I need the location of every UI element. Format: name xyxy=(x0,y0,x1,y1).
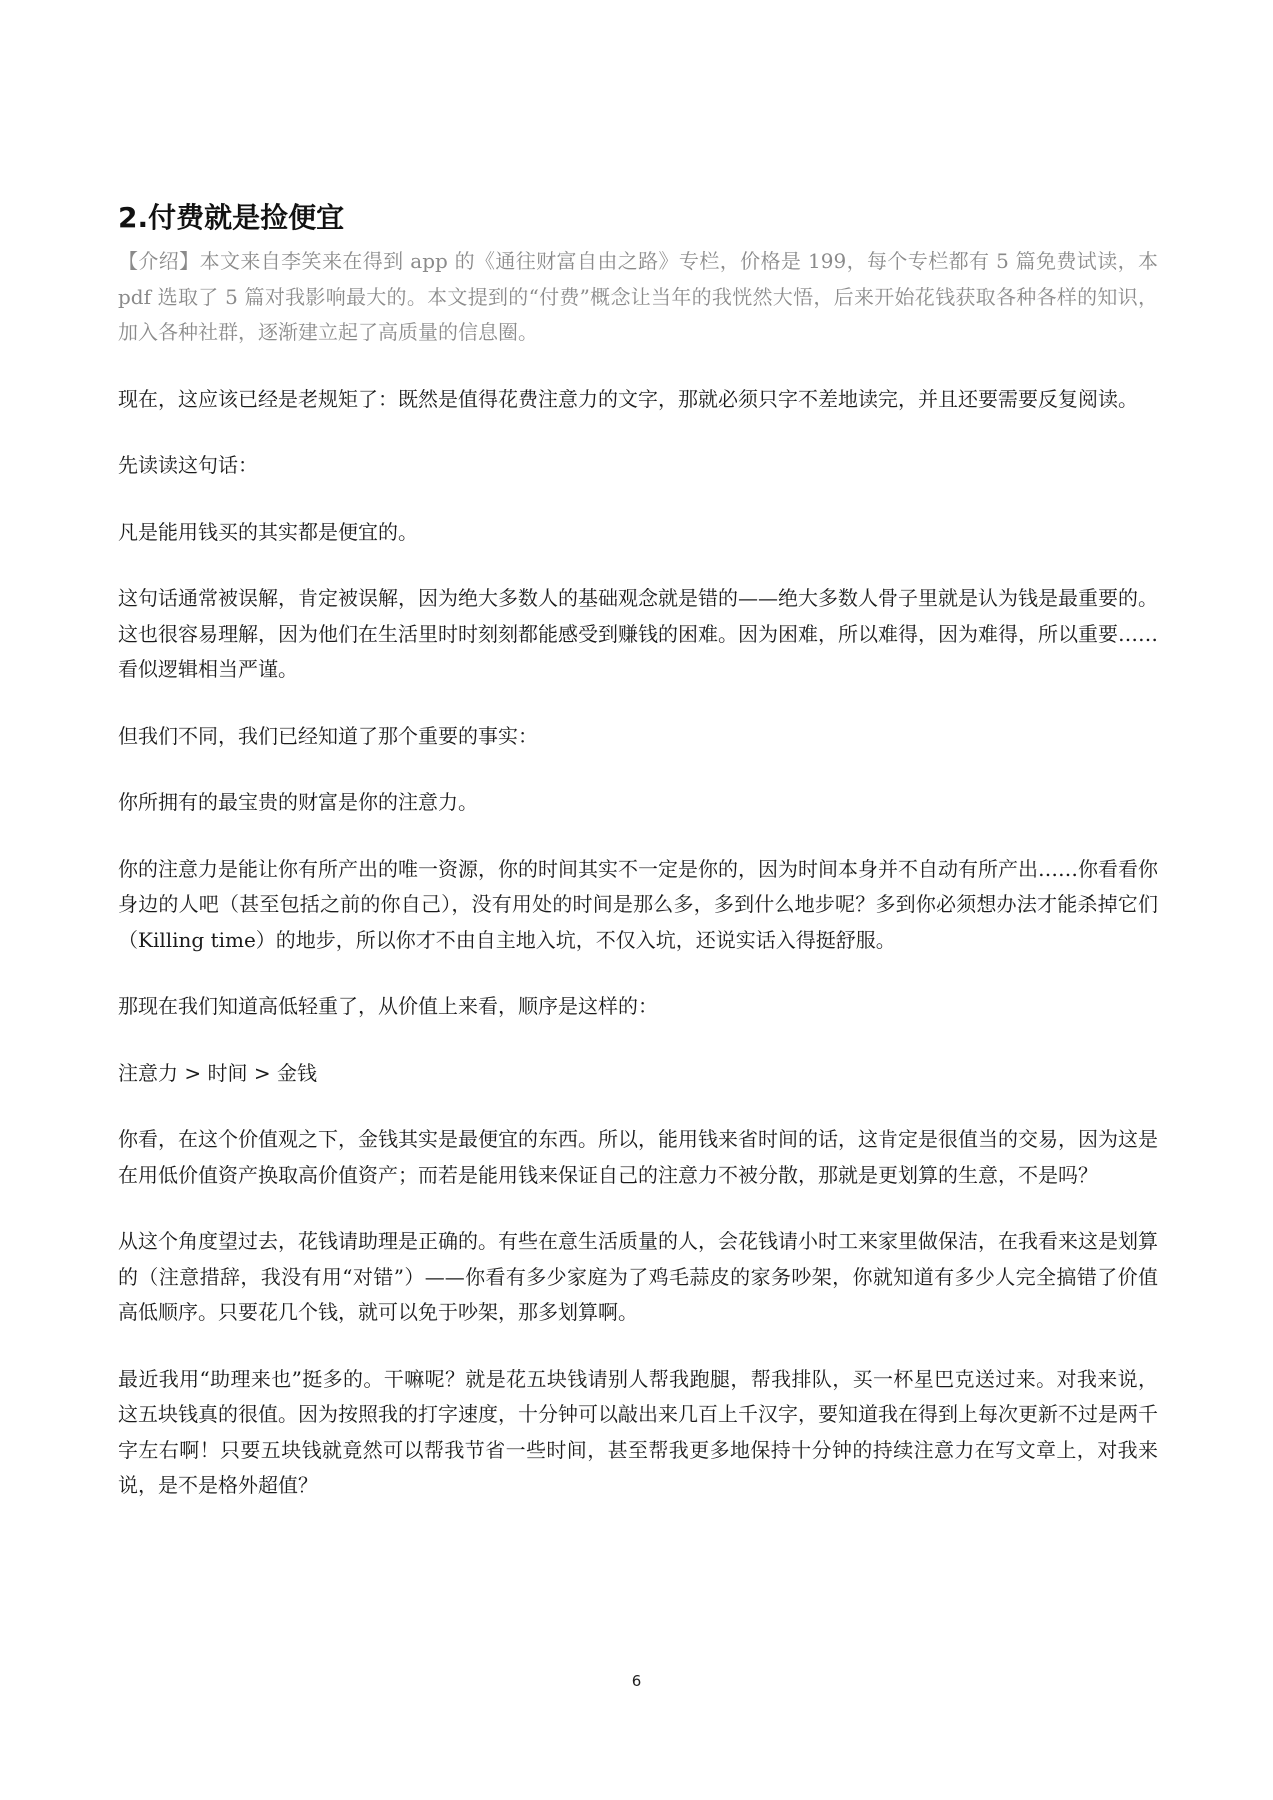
paragraph: 这句话通常被误解，肯定被误解，因为绝大多数人的基础观念就是错的——绝大多数人骨子里就是认为钱是最重要的。这也很容易理解，因为他们在生活里时时刻刻都能感受到赚钱的困难。因为困难，所以难得，因为难得，所以重要……看似逻辑相当严谨。 xyxy=(118,586,1158,681)
intro-paragraph: 【介绍】本文来自李笑来在得到 app 的《通往财富自由之路》专栏，价格是 199，每个专栏都有 5 篇免费试读，本 pdf 选取了 5 篇对我影响最大的。本文提到的“付费”概念让当年的我恍然大悟，后来开始花钱获取各种各样的知识，加入各种社群，逐渐建立起了高质量的信息圈。 xyxy=(118,249,1158,344)
paragraph: 但我们不同，我们已经知道了那个重要的事实： xyxy=(118,723,538,748)
paragraph: 你的注意力是能让你有所产出的唯一资源，你的时间其实不一定是你的，因为时间本身并不自动有所产出……你看看你身边的人吧（甚至包括之前的你自己），没有用处的时间是那么多，多到什么地步呢？多到你必须想办法才能杀掉它们（Killing time）的地步，所以你才不由自主地入坑，不仅入坑，还说实话入得挺舒服。 xyxy=(118,856,1158,952)
paragraph: 从这个角度望过去，花钱请助理是正确的。有些在意生活质量的人，会花钱请小时工来家里做保洁，在我看来这是划算的（注意措辞，我没有用“对错”）——你看有多少家庭为了鸡毛蒜皮的家务吵架，你就知道有多少人完全搞错了价值高低顺序。只要花几个钱，就可以免于吵架，那多划算啊。 xyxy=(118,1229,1158,1324)
paragraph: 凡是能用钱买的其实都是便宜的。 xyxy=(118,519,418,544)
paragraph: 你所拥有的最宝贵的财富是你的注意力。 xyxy=(118,790,478,814)
page-number: 6 xyxy=(631,1672,642,1690)
paragraph: 你看，在这个价值观之下，金钱其实是最便宜的东西。所以，能用钱来省时间的话，这肯定是很值当的交易，因为这是在用低价值资产换取高价值资产；而若是能用钱来保证自己的注意力不被分散，那就是更划算的生意，不是吗？ xyxy=(118,1127,1158,1187)
paragraph: 现在，这应该已经是老规矩了：既然是值得花费注意力的文字，那就必须只字不差地读完，并且还要需要反复阅读。 xyxy=(118,386,1138,411)
article-body xyxy=(118,198,1158,1535)
article-title: 2.付费就是捡便宜 xyxy=(118,201,345,234)
value-order-line: 注意力 > 时间 > 金钱 xyxy=(118,1060,317,1085)
paragraph: 那现在我们知道高低轻重了，从价值上来看，顺序是这样的： xyxy=(118,994,658,1018)
paragraph: 最近我用“助理来也”挺多的。干嘛呢？就是花五块钱请别人帮我跑腿，帮我排队，买一杯星巴克送过来。对我来说，这五块钱真的很值。因为按照我的打字速度，十分钟可以敲出来几百上千汉字，要知道我在得到上每次更新不过是两千字左右啊！只要五块钱就竟然可以帮我节省一些时间，甚至帮我更多地保持十分钟的持续注意力在写文章上，对我来说，是不是格外超值？ xyxy=(118,1366,1158,1497)
paragraph: 先读读这句话： xyxy=(118,453,258,477)
